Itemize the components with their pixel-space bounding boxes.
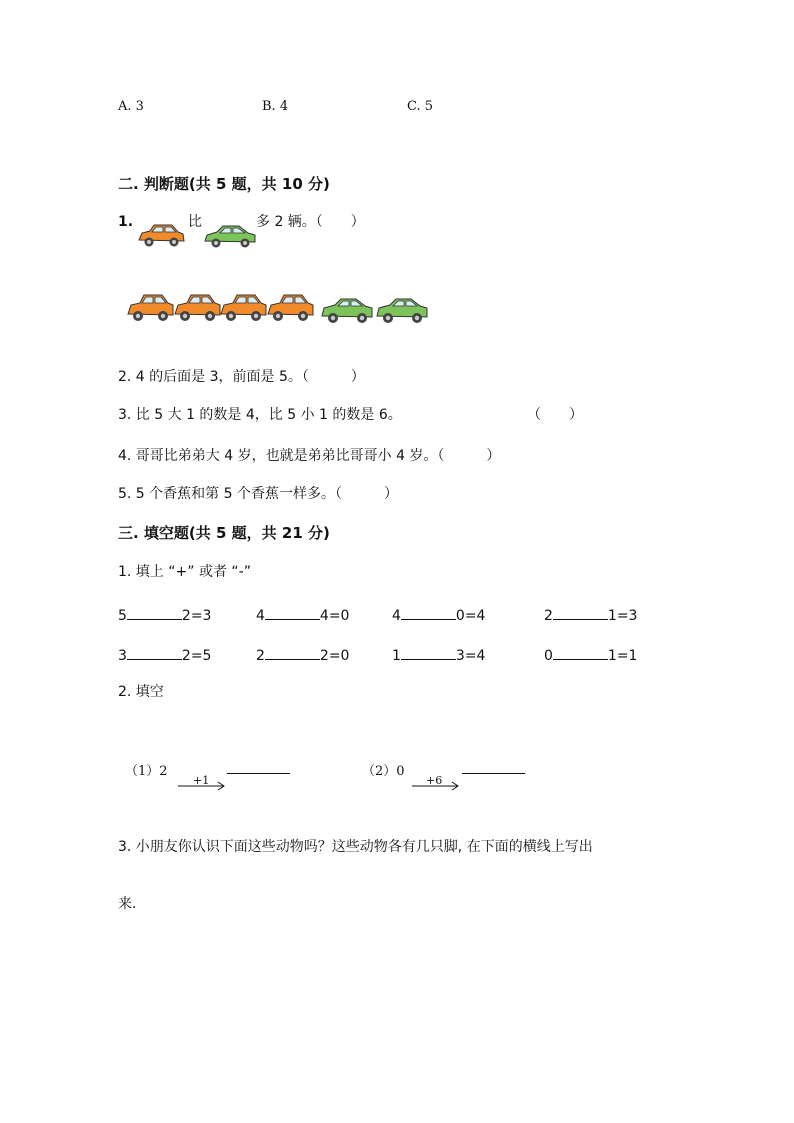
green-car-icon bbox=[203, 222, 257, 250]
right-arrow-icon bbox=[412, 781, 460, 791]
equation bbox=[544, 645, 637, 665]
judge-q3: 3. 比 5 大 1 的数是 4，比 5 小 1 的数是 6。 bbox=[118, 407, 402, 423]
section3-heading: 三. 填空题(共 5 题，共 21 分) bbox=[118, 524, 330, 542]
equation-left: 2 bbox=[256, 648, 265, 664]
orange-car-icon bbox=[128, 295, 173, 321]
orange-car-icon bbox=[221, 295, 266, 321]
orange-car-icon bbox=[136, 222, 186, 250]
answer-blank[interactable] bbox=[127, 605, 182, 620]
choice-c: C. 5 bbox=[407, 99, 434, 114]
equation-right: 1=3 bbox=[607, 608, 638, 624]
equation-left: 4 bbox=[392, 608, 401, 624]
equation-left: 1 bbox=[392, 648, 401, 664]
arrow-op-label: +6 bbox=[426, 774, 443, 787]
choice-a: A. 3 bbox=[118, 99, 144, 114]
car-row bbox=[126, 292, 432, 326]
answer-blank[interactable] bbox=[553, 645, 608, 660]
equation-left: 5 bbox=[118, 608, 127, 624]
arrow-op-label: +1 bbox=[193, 774, 210, 787]
judge-q1-rest: 多 2 辆。（ ） bbox=[256, 214, 365, 230]
fill-q2-part2-label: （2）0 bbox=[362, 764, 405, 779]
fill-q2-part1-label: （1）2 bbox=[125, 764, 168, 779]
equation bbox=[118, 645, 211, 665]
green-car-icon bbox=[322, 299, 372, 323]
equation-left: 4 bbox=[256, 608, 265, 624]
judge-q4: 4. 哥哥比弟弟大 4 岁，也就是弟弟比哥哥小 4 岁。（ ） bbox=[118, 448, 501, 464]
equation bbox=[256, 605, 349, 625]
answer-blank[interactable] bbox=[265, 645, 320, 660]
answer-blank[interactable] bbox=[127, 645, 182, 660]
judge-q1-bi: 比 bbox=[188, 214, 202, 230]
equation-right: 1=1 bbox=[607, 648, 638, 664]
fill-q1-title: 1. 填上 “+” 或者 “-” bbox=[118, 564, 251, 580]
answer-line[interactable] bbox=[462, 773, 525, 774]
answer-blank[interactable] bbox=[553, 605, 608, 620]
equation-right: 2=3 bbox=[181, 608, 212, 624]
answer-blank[interactable] bbox=[265, 605, 320, 620]
fill-q2-title: 2. 填空 bbox=[118, 684, 164, 700]
equation-right: 2=5 bbox=[181, 648, 212, 664]
orange-car-icon bbox=[175, 295, 220, 321]
equation-left: 0 bbox=[544, 648, 553, 664]
equation bbox=[256, 645, 349, 665]
equation-right: 2=0 bbox=[319, 648, 350, 664]
section2-heading: 二. 判断题(共 5 题，共 10 分) bbox=[118, 175, 330, 193]
judge-q5: 5. 5 个香蕉和第 5 个香蕉一样多。（ ） bbox=[118, 486, 398, 502]
judge-q3-paren: （ ） bbox=[527, 407, 583, 423]
green-car-icon bbox=[377, 299, 427, 323]
equation-left: 2 bbox=[544, 608, 553, 624]
answer-blank[interactable] bbox=[401, 645, 456, 660]
fill-q3-line2: 来. bbox=[118, 896, 137, 912]
equation bbox=[392, 645, 485, 665]
fill-q3-line1: 3. 小朋友你认识下面这些动物吗？这些动物各有几只脚, 在下面的横线上写出 bbox=[118, 839, 593, 855]
equation bbox=[544, 605, 637, 625]
equation bbox=[118, 605, 211, 625]
equation bbox=[392, 605, 485, 625]
equation-right: 0=4 bbox=[455, 608, 486, 624]
orange-car-icon bbox=[268, 295, 313, 321]
equation-right: 4=0 bbox=[319, 608, 350, 624]
right-arrow-icon bbox=[178, 781, 226, 791]
judge-q1-number: 1. bbox=[118, 214, 134, 230]
answer-line[interactable] bbox=[227, 773, 290, 774]
judge-q2: 2. 4 的后面是 3，前面是 5。（ ） bbox=[118, 369, 365, 385]
equation-right: 3=4 bbox=[455, 648, 486, 664]
answer-blank[interactable] bbox=[401, 605, 456, 620]
equation-left: 3 bbox=[118, 648, 127, 664]
choice-b: B. 4 bbox=[262, 99, 289, 114]
